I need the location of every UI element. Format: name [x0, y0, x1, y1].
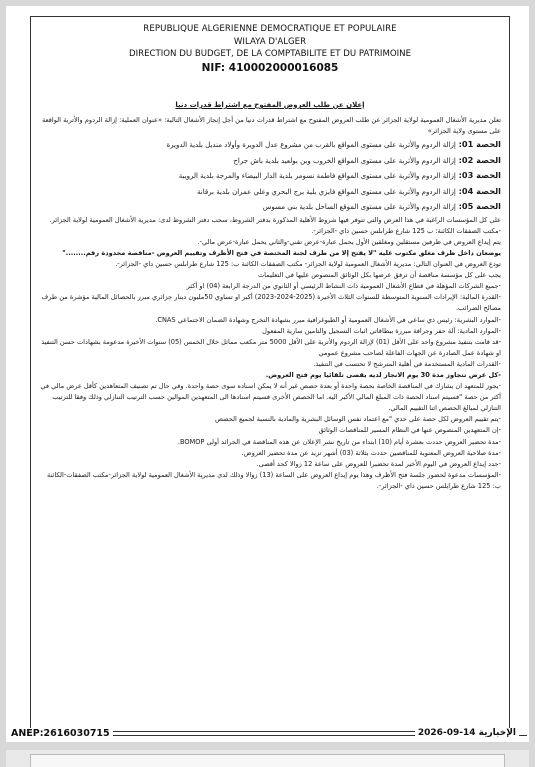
notice-body [39, 115, 501, 492]
newspaper-page [6, 6, 529, 742]
notice-paragraph: -مدة تحضير العروض حددت بعشرة أيام (10) ابتداء من تاريخ نشر الإعلان عن هذه المناقصة في الجرائد أولى BOMOP. [177, 437, 501, 446]
anep-reference: ANEP:2616030715 [8, 728, 113, 739]
lot-text: إزالة الردوم والأتربة على مستوى المواقع الخروب وبن بولعيد بلدية باش جراح [233, 156, 456, 165]
notice-title: إعلان عن طلب العروض المفتوح مع اشتراط قدرات دنيا [175, 101, 365, 109]
lot-label: الحصة 03: [458, 170, 501, 181]
notice-paragraph: تودع العروض في العنوان التالي: مديرية الأشغال العمومية لولاية الجزائر- مكتب الصفقات الكائنة ب: 125 شارع طرابلس حسين داي -الجزائر-. [115, 260, 501, 269]
notice-paragraph: -قد قامت بتنفيذ مشروع واحد على الأقل (01) لإزالة الردوم والأتربة على الأقل 5000 متر مكعب مماثل خلال الخمس (05) سنوات الأخيرة مدعومة بشهادات حسن التنفيذ او شهادة عمل الصادرة عن الجهات الفاعلة لصاحب مشروع عمومي [41, 337, 501, 357]
lot-item [39, 137, 501, 153]
next-page-edge [30, 754, 505, 767]
lot-item [39, 168, 501, 184]
notice-paragraph: -يتم تقييم العروض لكل حصة على حدي "مع اعتماد نفس الوسائل البشرية والمادية بالنسبة لجميع الحصص [214, 415, 501, 424]
notice-paragraph: يوضعان داخل ظرف مغلق مكتوب عليه "لا يفتح إلا من طرف لجنة المختصة في فتح الأظرف وتقييم العروض -مناقصة محدودة رقم........" [62, 248, 501, 257]
notice-paragraph: -جميع الشركات المؤهلة في قطاع الأشغال العمومية ذات النشاط الرئيسي أو الثانوي من الدرجة الرابعة (04) او أكثر [186, 282, 501, 291]
notice-paragraph: -حدد إيداع العروض في اليوم الأخير لمدة تحضيرا للعروض على ساعة 12 زوالا كحد أقصى. [256, 459, 501, 468]
notice-paragraph: -يجوز للمتعهد ان يشارك في المناقصة الخاصة بحصة واحدة أو بعدة حصص غير أنه لا يمكن اسناده سوى حصة واحدة. وفي حال تم تصنيف المتعاهدين كأقل عرض مالي في أكثر من حصة "فسيتم اسناد الحصة ذات المبلغ المالي الأكبر اليه. اما الحصص الأخرى فسيتم اسنادها الى المتعهدين الموالين حسب الترتيب التنازلي وذلك وفقا للترتيب التنازلي لمبالغ الحصص اثنا التقييم المالي. [40, 382, 501, 413]
lot-label: الحصة 05: [458, 201, 501, 212]
notice-paragraph: -الموارد المادية: آلة حفر وجرافة مبررة ببطاقاتي اثبات التسجيل والتامين سارية المفعول [262, 326, 501, 335]
header-direction: DIRECTION DU BUDGET, DE LA COMPTABILITE ET DU PATRIMOINE [128, 49, 412, 59]
lot-label: الحصة 01: [458, 139, 501, 150]
notice-header [31, 17, 509, 75]
lot-text: إزالة الردوم والأتربة على مستوى الموقع الساحل بلدية بني مسوس [262, 203, 456, 212]
header-nif: NIF: 410002000016085 [201, 62, 339, 74]
notice-paragraph: يجب على كل مؤسسة مناقصة أن ترفق عرضها بكل الوثائق المنصوص عليها في التعليمات [257, 271, 501, 280]
lot-text: إزالة الردوم والأتربة على مستوى المواقع فايزي بلية برج البحري وعلي عمران بلدية برقانة [197, 187, 456, 196]
notice-paragraph: -كل عرض تتجاوز مدة 30 يوم الانجاز لديه يقصى تلقائيا يوم فتح العروض. [265, 371, 501, 379]
publication-date: الإخبارية 14-09-2026 [415, 728, 519, 738]
lots-list [39, 137, 501, 215]
notice-paragraph: -مكتب الصفقات الكائنة: ب 125 شارع طرابلس حسين داي -الجزائر-. [311, 226, 501, 235]
lot-label: الحصة 04: [458, 185, 501, 196]
header-wilaya: WILAYA D'ALGER [233, 37, 307, 47]
lot-text: إزالة الردوم والأتربة على مستوى المواقع فاطمة نسومر بلدية الدار البيضاء والمرجة بلدية الرويبة [178, 172, 456, 181]
notice-paragraph: -المؤسسات مدعوة لحضور جلسة فتح الأظرف وهذا يوم إيداع العروض على الساعة (13) زوالا وذلك لدى مديرية الأشغال العمومية لولاية الجزائر-مكتب الصفقات-الكائنة ب: 125 شارع طرابلس حسين داي -الجزائر-. [47, 470, 501, 490]
lot-text: إزالة الردوم والأتربة على مستوى المواقع بالقرب من مشروع عدل الدويرة وأولاد منديل بلدية الدويرة [166, 141, 456, 150]
notice-paragraph: -مدة صلاحية العروض المعنوية للمناقصين حددت بثلاثة (03) أشهر تزيد عن مدة تحضير العروض. [241, 448, 501, 457]
notice-frame [30, 16, 510, 732]
notice-paragraph: -القدرة المالية: الإيرادات السنوية المتوسطة للسنوات الثلاث الأخيرة (2025-2024-2023) أكبر او تساوي 50مليون دينار جزائري مبرر بالحصائل المالية مؤشرة من طرف مصالح الضرائب. [41, 293, 501, 313]
notice-paragraph: -الموارد البشرية: رئيس ذي ساعي في الأشغال العمومية أو الطبوغرافية مبرر بشهادة التخرج وشهادة الضمان الاجتماعي CNAS. [155, 315, 501, 324]
lot-item [39, 199, 501, 215]
header-republic: REPUBLIQUE ALGERIENNE DEMOCRATIQUE ET POPULAIRE [143, 24, 397, 34]
lot-item [39, 184, 501, 200]
next-page-preview [6, 750, 529, 767]
lot-item [39, 153, 501, 169]
lot-label: الحصة 02: [458, 154, 501, 165]
notice-intro: تعلن مديرية الأشغال العمومية لولاية الجزائر عن طلب العروض المفتوح مع اشتراط قدرات دنيا من أجل إنجاز الأشغال التالية: «عنوان العملية: إزالة الردوم والأتربة الواقعة على مستوى ولاية الجزائر» [42, 116, 501, 136]
notice-paragraph: -القدرات المادية المستخدمة في أهلية المترشح لا تحتسب في التنفيذ. [313, 359, 501, 368]
notice-paragraph: يتم إيداع العروض في ظرفين مستقلين ومغلقين الأول يحمل عبارة-عرض تقني-والثاني يحمل عبارة-عرض مالي-. [197, 237, 501, 246]
notice-paragraph: -إن المتعهدين المنصوص عنها في النظام المسير للمناقصات الوثائق [318, 426, 501, 435]
page-footer [8, 728, 527, 742]
notice-paragraph: على كل المؤسسات الراغبة في هذا العرض والتي تتوفر فيها شروط الأهلية المذكورة بدفتر الشروط، سحب دفتر الشروط لدى: مديرية الأشغال العمومية لولاية الجزائر. [49, 215, 501, 224]
